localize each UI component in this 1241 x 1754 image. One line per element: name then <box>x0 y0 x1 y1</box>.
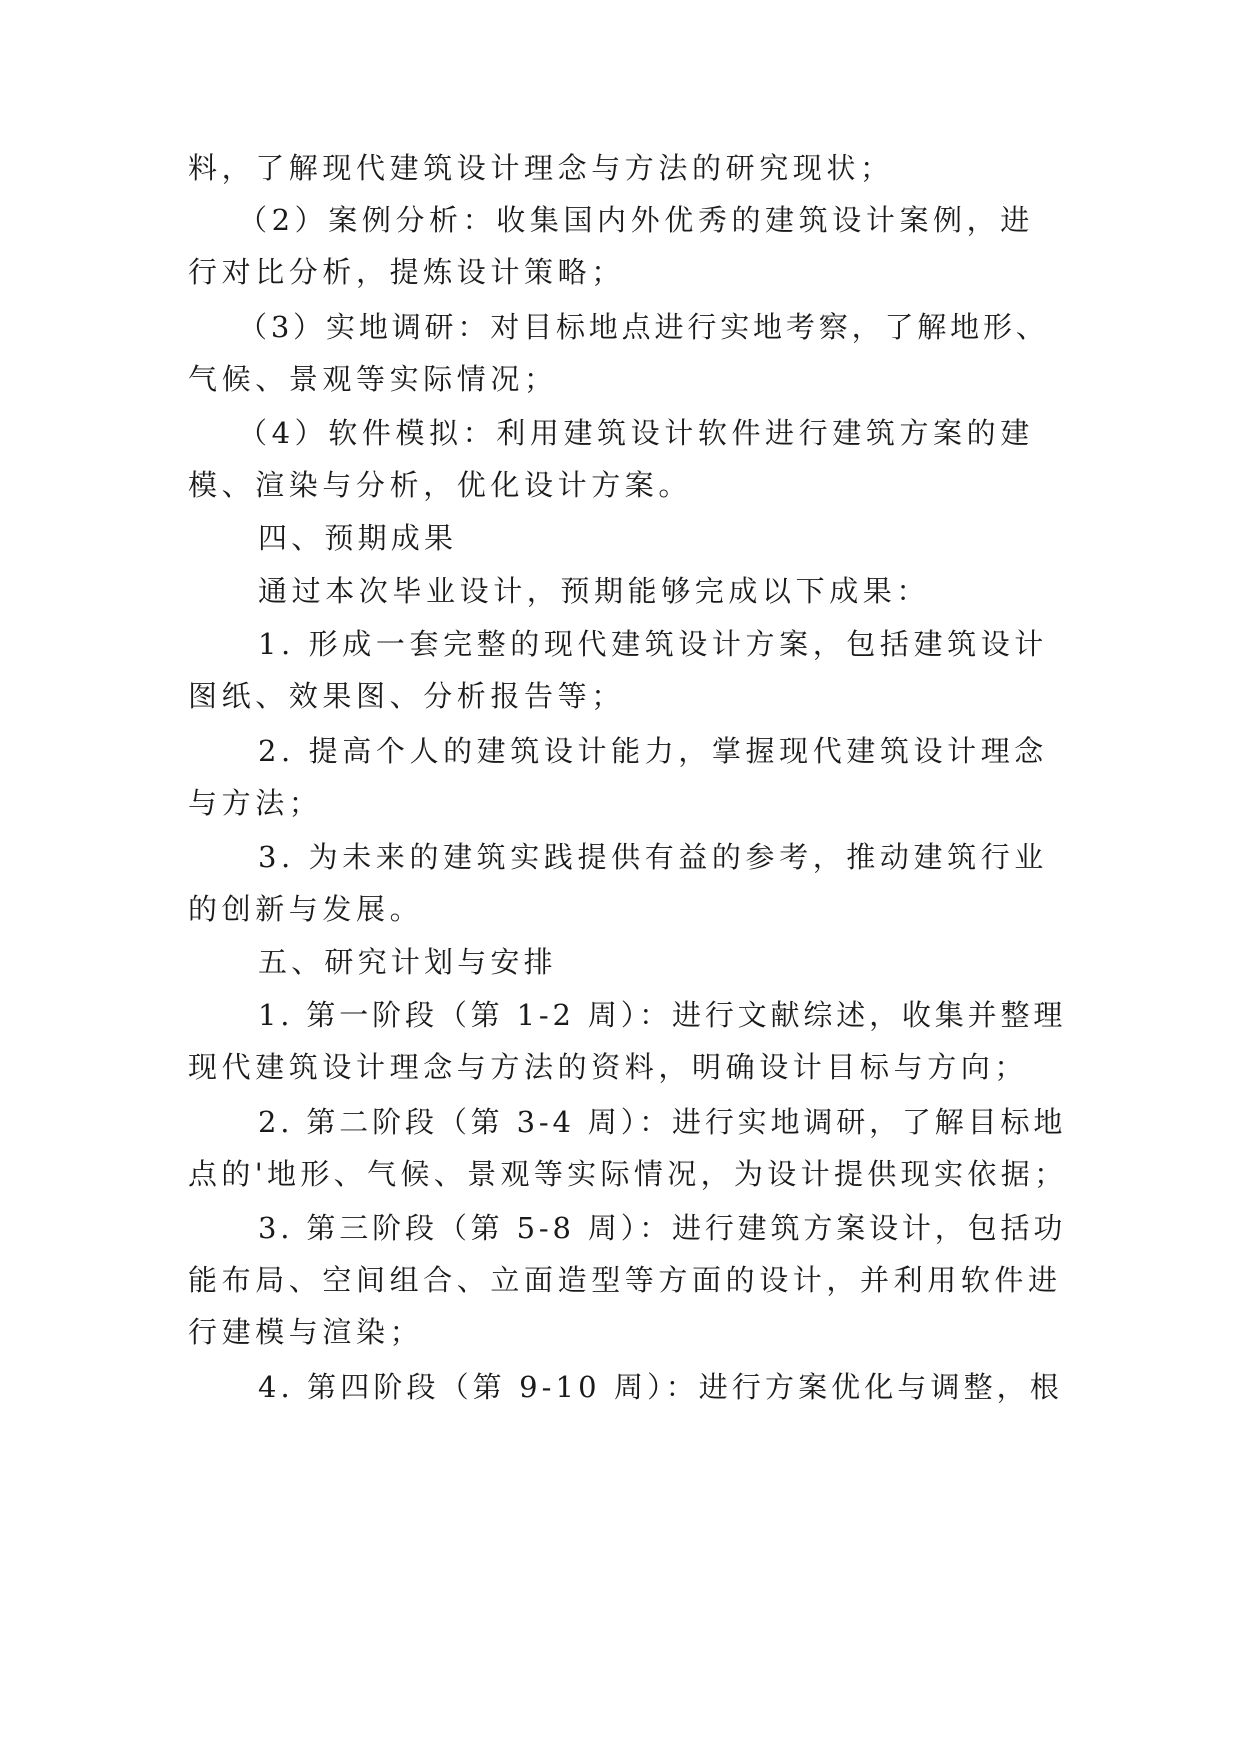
paragraph-line: 3. 为未来的建筑实践提供有益的参考，推动建筑行业 <box>258 840 1048 874</box>
paragraph-line: 2. 提高个人的建筑设计能力，掌握现代建筑设计理念 <box>258 734 1048 768</box>
section-heading: 五、研究计划与安排 <box>258 945 557 979</box>
paragraph-line: 2. 第二阶段（第 3-4 周）：进行实地调研，了解目标地 <box>258 1105 1067 1139</box>
paragraph-line: 现代建筑设计理念与方法的资料，明确设计目标与方向； <box>188 1050 1029 1084</box>
paragraph-line: 能布局、空间组合、立面造型等方面的设计，并利用软件进 <box>188 1263 1062 1297</box>
paragraph-line: 料，了解现代建筑设计理念与方法的研究现状； <box>188 151 894 185</box>
paragraph-line: 气候、景观等实际情况； <box>188 362 558 396</box>
paragraph-line: （3）实地调研：对目标地点进行实地考察，了解地形、 <box>238 310 1049 344</box>
paragraph-line: 行建模与渲染； <box>188 1315 424 1349</box>
paragraph-line: （4）软件模拟：利用建筑设计软件进行建筑方案的建 <box>238 416 1034 450</box>
paragraph-line: 图纸、效果图、分析报告等； <box>188 679 625 713</box>
section-heading: 四、预期成果 <box>258 521 458 555</box>
paragraph-line: 4. 第四阶段（第 9-10 周）：进行方案优化与调整，根 <box>258 1370 1063 1404</box>
paragraph-line: 模、渲染与分析，优化设计方案。 <box>188 468 693 502</box>
paragraph-line: 通过本次毕业设计，预期能够完成以下成果： <box>258 574 931 608</box>
paragraph-line: 1. 第一阶段（第 1-2 周）：进行文献综述，收集并整理 <box>258 998 1067 1032</box>
paragraph-line: 3. 第三阶段（第 5-8 周）：进行建筑方案设计，包括功 <box>258 1211 1067 1245</box>
paragraph-line: 1. 形成一套完整的现代建筑设计方案，包括建筑设计 <box>258 627 1048 661</box>
paragraph-line: （2）案例分析：收集国内外优秀的建筑设计案例，进 <box>238 203 1034 237</box>
paragraph-line: 行对比分析，提炼设计策略； <box>188 255 625 289</box>
paragraph-line: 的创新与发展。 <box>188 892 424 926</box>
paragraph-line: 点的'地形、气候、景观等实际情况，为设计提供现实依据； <box>188 1157 1068 1191</box>
paragraph-line: 与方法； <box>188 786 323 820</box>
